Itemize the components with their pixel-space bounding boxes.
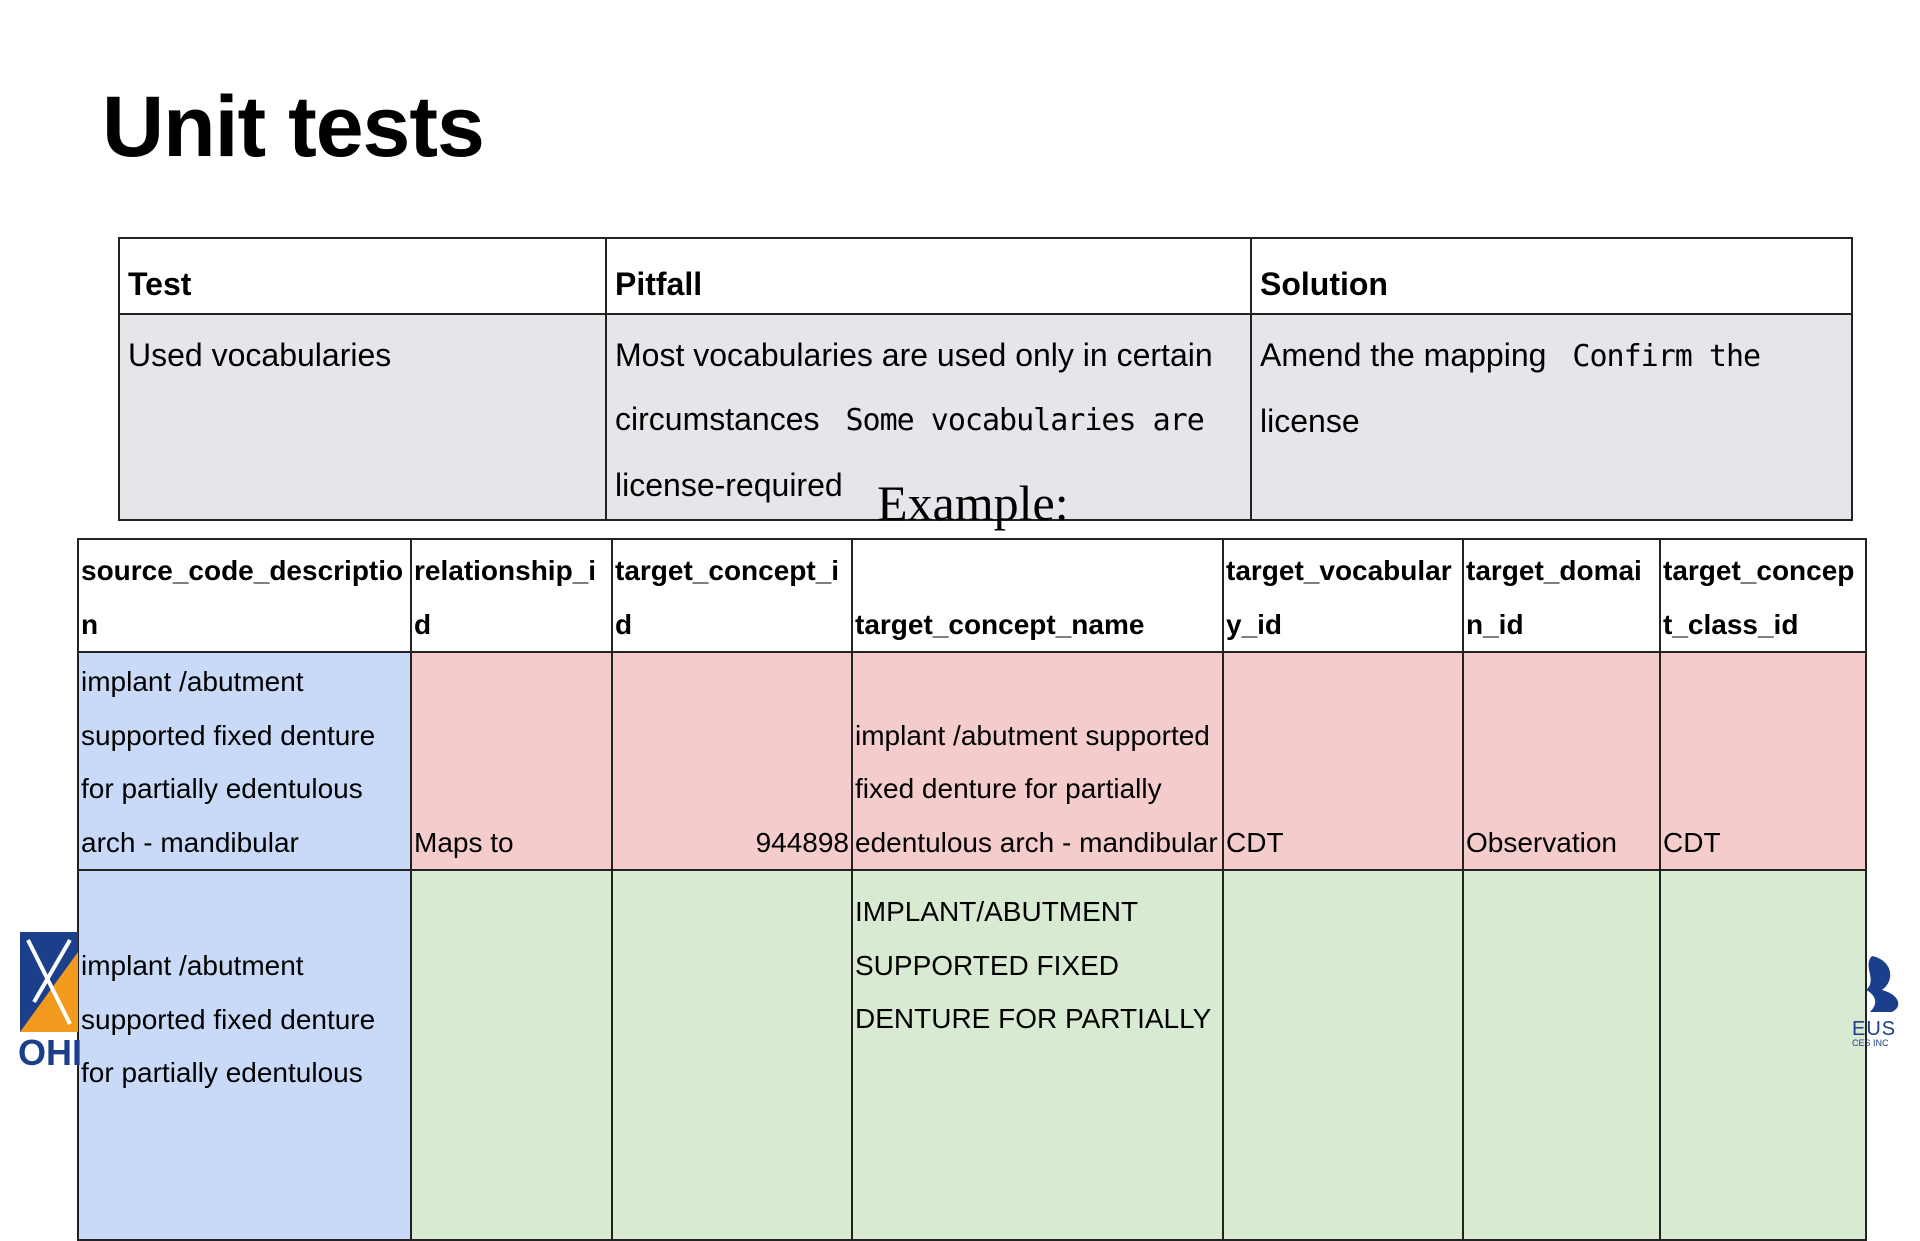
cell-concept-id: 944898 <box>612 652 852 870</box>
cell-relationship: Maps to <box>411 652 612 870</box>
cell-source-description: implant /abutment supported fixed denture for partially edentulous arch - mandibular <box>78 652 411 870</box>
header-target-concept-name: target_concept_name <box>852 539 1223 652</box>
header-relationship-id: relationship_id <box>411 539 612 652</box>
logo-right-text: EUS <box>1852 1018 1897 1040</box>
cell-concept-class <box>1660 870 1866 1240</box>
cell-relationship <box>411 870 612 1240</box>
solution-text-b: Confirm the <box>1572 339 1761 374</box>
summary-header-solution: Solution <box>1251 238 1852 314</box>
header-target-concept-class-id: target_concept_class_id <box>1660 539 1866 652</box>
cell-concept-id <box>612 870 852 1240</box>
pitfall-text-b: Some vocabularies are <box>845 403 1204 438</box>
example-label: Example: <box>877 475 1069 531</box>
cell-vocabulary <box>1223 870 1463 1240</box>
cell-source-description: implant /abutment supported fixed denture for partially edentulous <box>78 870 411 1240</box>
header-target-domain-id: target_domain_id <box>1463 539 1660 652</box>
pitfall-text-a: Most vocabularies are used only in certain circumstances <box>615 337 1213 437</box>
table-row <box>78 870 1866 1240</box>
header-target-vocabulary-id: target_vocabulary_id <box>1223 539 1463 652</box>
example-table <box>77 538 1867 1241</box>
summary-header-pitfall: Pitfall <box>606 238 1251 314</box>
solution-text-a: Amend the mapping <box>1260 337 1547 373</box>
slide-title: Unit tests <box>102 79 484 175</box>
example-header-row <box>78 539 1866 652</box>
header-target-concept-id: target_concept_id <box>612 539 852 652</box>
pitfall-text-c: license-required <box>615 467 843 503</box>
summary-header-row <box>119 238 1852 314</box>
summary-cell-solution <box>1251 314 1852 520</box>
logo-left-text: OHI <box>18 1032 83 1073</box>
cell-concept-class: CDT <box>1660 652 1866 870</box>
summary-header-test: Test <box>119 238 606 314</box>
solution-text-c: license <box>1260 403 1360 439</box>
logo-right-subtext: CES INC <box>1852 1038 1889 1048</box>
cell-vocabulary: CDT <box>1223 652 1463 870</box>
cell-concept-name: implant /abutment supported fixed denture for partially edentulous arch - mandibular <box>852 652 1223 870</box>
header-source-code-description: source_code_description <box>78 539 411 652</box>
summary-cell-test: Used vocabularies <box>119 314 606 520</box>
cell-concept-name: IMPLANT/ABUTMENT SUPPORTED FIXED DENTURE FOR PARTIALLY <box>852 870 1223 1240</box>
table-row <box>78 652 1866 870</box>
cell-domain: Observation <box>1463 652 1660 870</box>
cell-domain <box>1463 870 1660 1240</box>
